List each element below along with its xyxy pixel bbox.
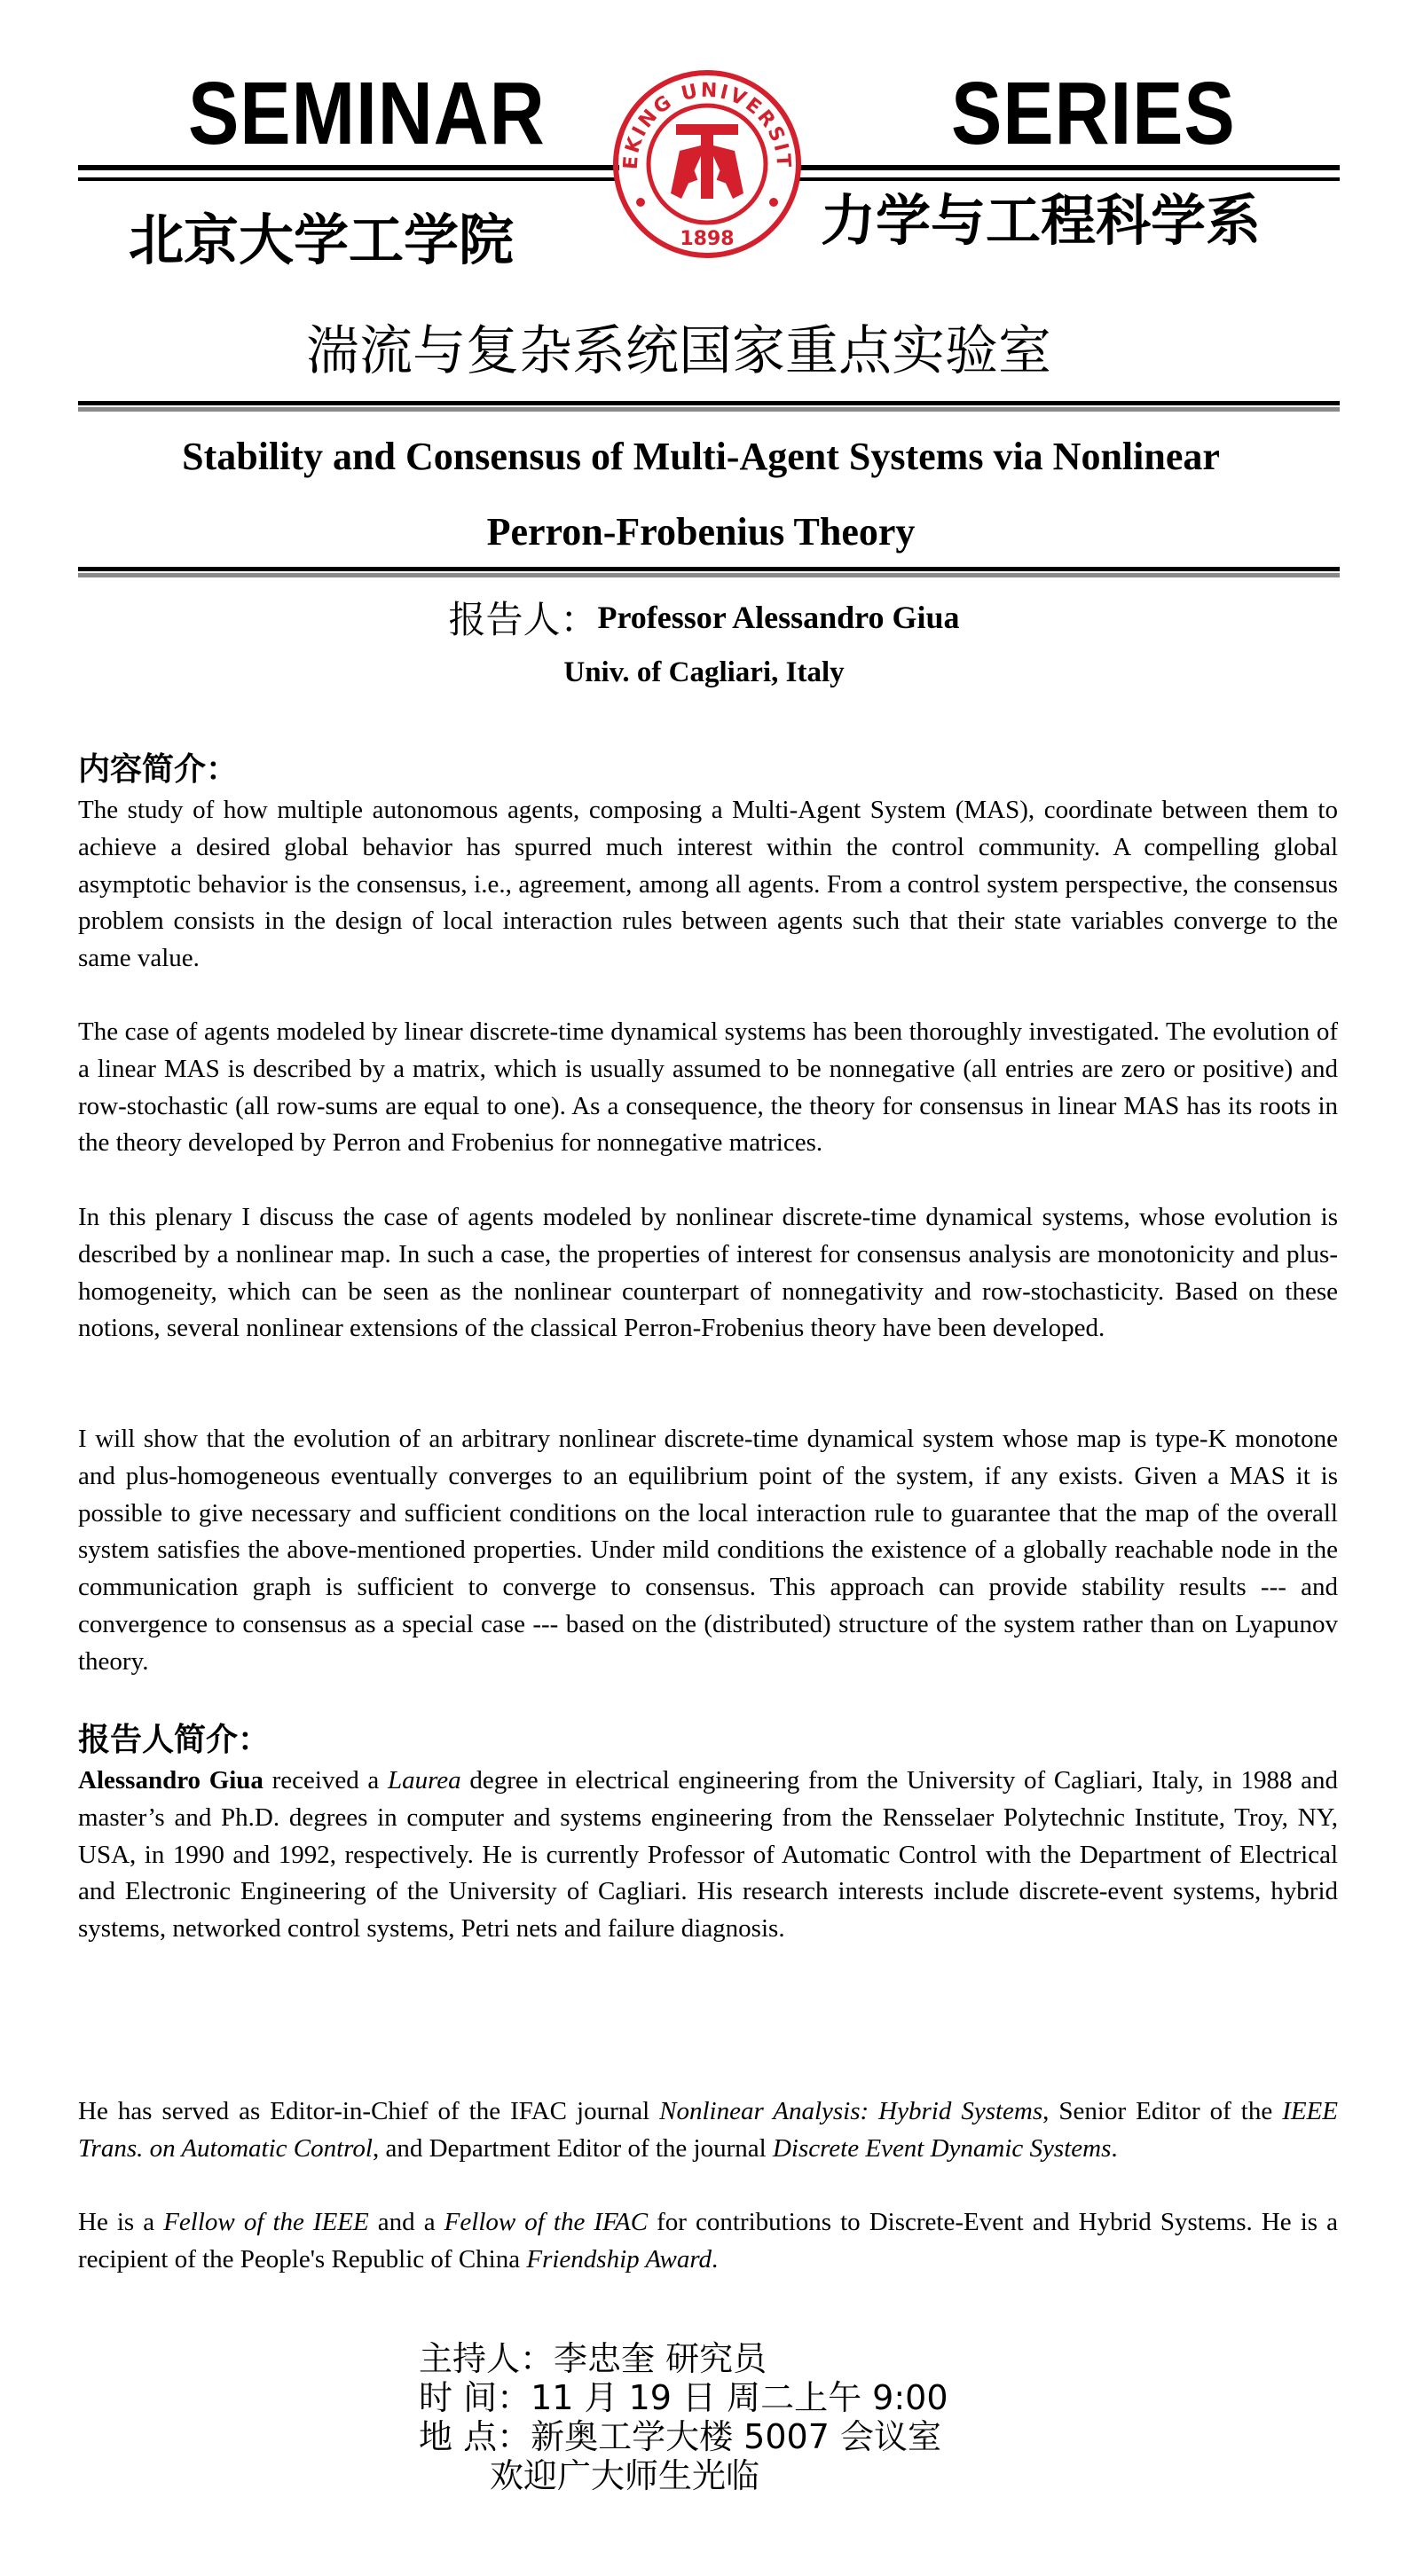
bio-name: Alessandro Giua — [78, 1766, 264, 1795]
title-rule-top-shadow — [78, 407, 1340, 412]
title-rule-top — [78, 401, 1340, 405]
talk-title-line1: Stability and Consensus of Multi-Agent Systems via Nonlinear — [182, 435, 1220, 478]
abstract-heading: 内容简介： — [78, 751, 239, 788]
speaker-line — [0, 591, 1408, 644]
host-line: 主持人：李忠奎 研究员 — [419, 2339, 767, 2378]
speaker-label: 报告人： — [448, 598, 598, 641]
title-rule-bottom — [78, 567, 1340, 571]
school-name-cn: 北京大学工学院 — [129, 208, 515, 272]
speaker-affiliation: Univ. of Cagliari, Italy — [563, 656, 845, 688]
abstract-paragraph-2: The case of agents modeled by linear discrete-time dynamical systems has been thoroughly investigated. The evolution of a linear MAS is described by a matrix, which is usually assumed to be nonnegative (all entries are zero or positive) and row-stochastic (all row-sums are equal to one). As a consequence, the theory for consensus in linear MAS has its roots in the theory developed by Perron and Frobenius for nonnegative matrices. — [78, 1017, 1338, 1158]
title-rule-bottom-shadow — [78, 573, 1340, 577]
talk-title-line2: Perron-Frobenius Theory — [486, 510, 916, 554]
abstract-paragraph-4: I will show that the evolution of an arbitrary nonlinear discrete-time dynamical system whose map is type-K monotone and plus-homogeneous eventually converges to an equilibrium point of the system, if any exists. Given a MAS it is possible to give necessary and sufficient conditions on the local interaction rule to guarantee that the map of the overall system satisfies the above-mentioned properties. Under mild conditions the existence of a globally reachable node in the communication graph is sufficient to converge to consensus. This approach can provide stability results --- and convergence to consensus as a special case --- based on the (distributed) structure of the system rather than on Lyapunov theory. — [78, 1425, 1338, 1676]
friendship-award: Friendship Award — [526, 2244, 712, 2274]
welcome-line: 欢迎广大师生光临 — [490, 2456, 760, 2495]
seminar-word: SEMINAR — [188, 64, 546, 163]
bio-heading: 报告人简介： — [78, 1722, 271, 1758]
abstract-paragraph-3: In this plenary I discuss the case of agents modeled by nonlinear discrete-time dynamical systems, whose evolution is described by a nonlinear map. In such a case, the properties of interest for consensus analysis are monotonicity and plus-homogeneity, which can be seen as the nonlinear counterpart of nonnegativity and row-stochasticity. Based on these notions, several nonlinear extensions of the classical Perron-Frobenius theory have been developed. — [78, 1203, 1338, 1343]
journal-deds: Discrete Event Dynamic Systems — [772, 2133, 1112, 2163]
header-rule-left-top — [78, 165, 619, 170]
seal-glyph — [671, 124, 743, 199]
seal-ring-text: EKING UNIVERSIT — [619, 79, 795, 170]
bio-paragraph-3: He is a Fellow of the IEEE and a Fellow of the IFAC for contributions to Discrete-Event and Hybrid Systems. He is a recipient of the People's Republic of China Friendship Award. — [78, 2208, 1338, 2274]
time-line: 时 间：11 月 19 日 周二上午 9:00 — [419, 2378, 948, 2417]
header-rule-right-top — [797, 165, 1340, 170]
place-line: 地 点：新奥工学大楼 5007 会议室 — [419, 2417, 941, 2456]
abstract-paragraph-1: The study of how multiple autonomous agents, composing a Multi-Agent System (MAS), coordinate between them to achieve a desired global behavior has spurred much interest within the control community. A compelling global asymptotic behavior is the consensus, i.e., agreement, among all agents. From a control system perspective, the consensus problem consists in the design of local interaction rules between agents such that their state variables converge to the same value. — [78, 796, 1338, 973]
journal-nahs: Nonlinear Analysis: Hybrid Systems — [659, 2097, 1043, 2125]
speaker-name: Professor Alessandro Giua — [597, 600, 960, 635]
bio-paragraph-1: Alessandro Giua received a Laurea degree in electrical engineering from the University of Cagliari, Italy, in 1988 and master’s and Ph.D. degrees in computer and systems engineering from the Rensselaer Polytechnic Institute, Troy, NY, USA, in 1990 and 1992, respectively. He is currently Professor of Automatic Control with the Department of Electrical and Electronic Engineering of the University of Cagliari. His research interests include discrete-event systems, hybrid systems, networked control systems, Petri nets and failure diagnosis. — [78, 1766, 1338, 1944]
fellow-ifac: Fellow of the IFAC — [444, 2208, 649, 2236]
seal-year: 1898 — [680, 228, 735, 250]
header-rule-left-bottom — [78, 177, 619, 181]
peking-university-seal-icon — [612, 69, 802, 259]
bio-paragraph-2: He has served as Editor-in-Chief of the IFAC journal Nonlinear Analysis: Hybrid Systems, Senior Editor of the IEEE Trans. on Automatic Control, and Department Editor of the journal Discrete Event Dynamic Systems. — [78, 2097, 1338, 2163]
laurea-term: Laurea — [387, 1766, 461, 1795]
header-rule-right-bottom — [797, 177, 1340, 181]
journal-ieee-tac: IEEE Trans. on Automatic Control — [78, 2097, 1338, 2163]
series-word: SERIES — [951, 64, 1236, 163]
fellow-ieee: Fellow of the IEEE — [163, 2208, 369, 2236]
lab-name-cn: 湍流与复杂系统国家重点实验室 — [306, 320, 1051, 382]
department-name-cn: 力学与工程科学系 — [821, 188, 1262, 253]
